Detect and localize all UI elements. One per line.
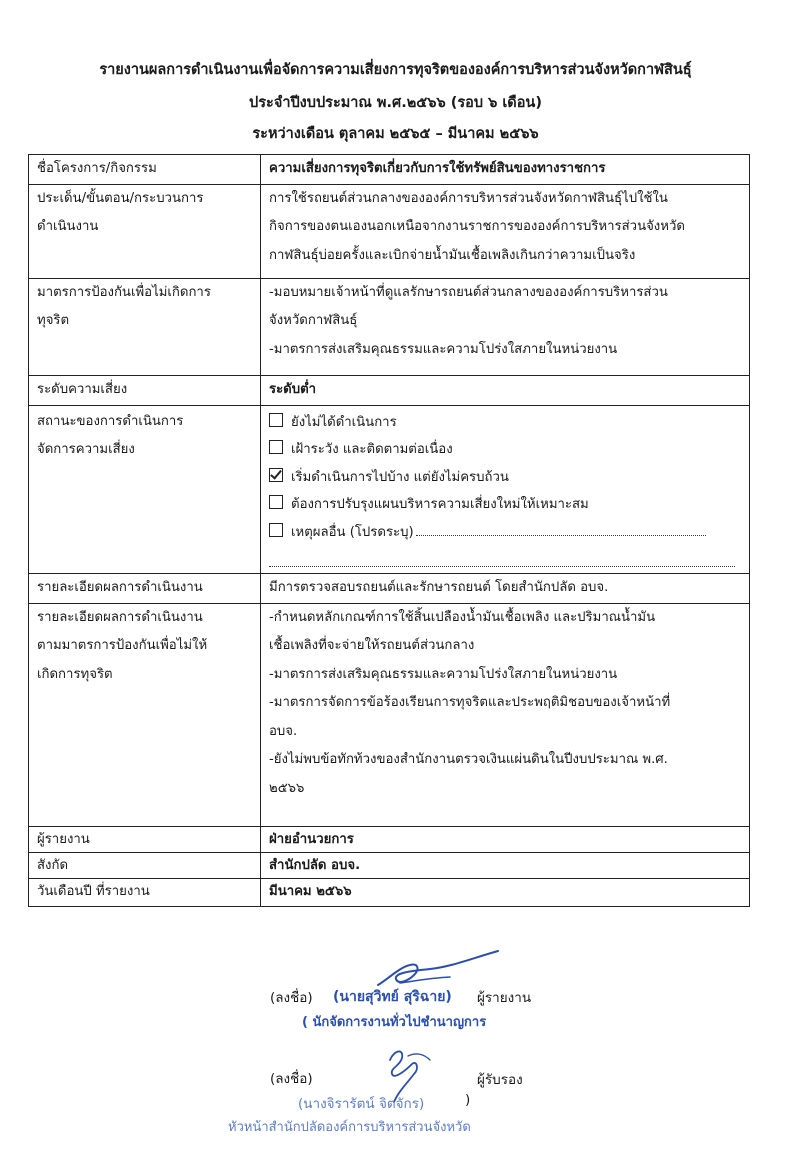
status-label-line: จัดการความเสี่ยง (37, 442, 135, 457)
approver-sign-label: (ลงชื่อ) (270, 1071, 313, 1087)
reporter-position: ( นักจัดการงานทั่วไปชำนาญการ (302, 1015, 487, 1030)
row-risk-level (29, 375, 750, 405)
process-value-line: กิจการของตนเองนอกเหนือจากงานราชการขององค์การบริหารส่วนจังหวัด (269, 219, 685, 234)
affiliation-value: สำนักปลัด อบจ. (261, 852, 750, 878)
row-affiliation (29, 852, 750, 878)
affiliation-label: สังกัด (29, 852, 261, 878)
approver-close-paren: ) (465, 1092, 471, 1108)
row-status (29, 405, 750, 573)
measure-result-line: -มาตรการส่งเสริมคุณธรรมและความโปร่งใสภายในหน่วยงาน (269, 666, 618, 682)
status-label (29, 405, 261, 573)
row-process (29, 184, 750, 278)
prevention-value (261, 278, 750, 375)
report-subtitle-period: ระหว่างเดือน ตุลาคม ๒๕๖๕ – มีนาคม ๒๕๖๖ (252, 126, 539, 142)
approver-name: (นางจิรารัตน์ จิตจักร) (298, 1096, 425, 1112)
status-label-line: สถานะของการดำเนินการ (37, 413, 184, 429)
project-value: ความเสี่ยงการทุจริตเกี่ยวกับการใช้ทรัพย์สินของทางราชการ (261, 155, 750, 185)
measure-result-label-line: เกิดการทุจริต (37, 666, 113, 682)
measure-result-value (261, 603, 750, 826)
measure-result-label-line: รายละเอียดผลการดำเนินงาน (37, 609, 203, 625)
status-option[interactable] (269, 409, 749, 437)
row-reporter (29, 826, 750, 852)
row-result-detail (29, 573, 750, 603)
reporter-sign-label: (ลงชื่อ) (270, 990, 313, 1006)
process-value-line: กาฬสินธุ์บ่อยครั้งและเบิกจ่ายน้ำมันเชื้อเพลิงเกินกว่าความเป็นจริง (269, 247, 636, 263)
measure-result-line: ๒๕๖๖ (269, 780, 305, 796)
row-report-date (29, 878, 750, 906)
result-detail-label: รายละเอียดผลการดำเนินงาน (29, 573, 261, 603)
prevention-value-line: -มาตรการส่งเสริมคุณธรรมและความโปร่งใสภายในหน่วยงาน (269, 341, 618, 357)
row-prevention (29, 278, 750, 375)
prevention-value-line: จังหวัดกาฬสินธุ์ (269, 313, 358, 328)
checkbox[interactable] (269, 523, 283, 537)
checkbox-checked[interactable] (269, 468, 283, 482)
report-date-value: มีนาคม ๒๕๖๖ (261, 878, 750, 906)
project-label: ชื่อโครงการ/กิจกรรม (29, 155, 261, 185)
result-detail-value: มีการตรวจสอบรถยนต์และรักษารถยนต์ โดยสำนักปลัด อบจ. (261, 573, 750, 603)
reporter-label: ผู้รายงาน (29, 826, 261, 852)
prevention-label-line: มาตรการป้องกันเพื่อไม่เกิดการ (37, 284, 211, 300)
prevention-label-line: ทุจริต (37, 313, 70, 328)
status-option[interactable] (269, 519, 749, 547)
prevention-label (29, 278, 261, 375)
reporter-value: ฝ่ายอำนวยการ (261, 826, 750, 852)
other-reason-line (269, 546, 735, 567)
risk-level-value: ระดับต่ำ (261, 375, 750, 405)
status-option[interactable] (269, 491, 749, 519)
process-label-line: ประเด็น/ขั้นตอน/กระบวนการ (37, 190, 204, 206)
process-label (29, 184, 261, 278)
status-option[interactable] (269, 464, 749, 492)
measure-result-label-line: ตามมาตรการป้องกันเพื่อไม่ให้ (37, 638, 208, 653)
process-label-line: ดำเนินงาน (37, 219, 99, 234)
measure-result-label (29, 603, 261, 826)
process-value (261, 184, 750, 278)
report-title: รายงานผลการดำเนินงานเพื่อจัดการความเสี่ยงการทุจริตขององค์การบริหารส่วนจังหวัดกาฬสินธุ์ (99, 62, 692, 78)
status-options (261, 405, 750, 573)
prevention-value-line: -มอบหมายเจ้าหน้าที่ดูแลรักษารถยนต์ส่วนกลางขององค์การบริหารส่วน (269, 284, 668, 300)
measure-result-line: -ยังไม่พบข้อทักท้วงของสำนักงานตรวจเงินแผ่นดินในปีงบประมาณ พ.ศ. (269, 752, 668, 767)
report-subtitle-fiscal-year: ประจำปีงบประมาณ พ.ศ.๒๕๖๖ (รอบ ๖ เดือน) (249, 95, 542, 111)
other-reason-dots (416, 519, 706, 536)
approver-role: ผู้รับรอง (477, 1072, 523, 1088)
status-option[interactable] (269, 436, 749, 464)
report-table (28, 154, 750, 907)
status-option-label: ต้องการปรับรุงแผนบริหารความเสี่ยงใหม่ให้เหมาะสม (291, 497, 589, 512)
risk-level-label: ระดับความเสี่ยง (29, 375, 261, 405)
report-date-label: วันเดือนปี ที่รายงาน (29, 878, 261, 906)
checkbox[interactable] (269, 440, 283, 454)
approver-position: หัวหน้าสำนักปลัดองค์การบริหารส่วนจังหวัด (228, 1120, 471, 1135)
reporter-role: ผู้รายงาน (477, 990, 532, 1006)
measure-result-line: อบจ. (269, 723, 298, 739)
checkbox[interactable] (269, 495, 283, 509)
measure-result-line: -มาตรการจัดการข้อร้องเรียนการทุจริตและประพฤติมิชอบของเจ้าหน้าที่ (269, 695, 671, 710)
process-value-line: การใช้รถยนต์ส่วนกลางขององค์การบริหารส่วนจังหวัดกาฬสินธุ์ไปใช้ใน (269, 190, 668, 206)
status-option-label: เริ่มดำเนินการไปบ้าง แต่ยังไม่ครบถ้วน (291, 469, 509, 485)
measure-result-line: -กำหนดหลักเกณฑ์การใช้สิ้นเปลืองน้ำมันเชื้อเพลิง และปริมาณน้ำมัน (269, 609, 656, 625)
row-project (29, 155, 750, 185)
measure-result-line: เชื้อเพลิงที่จะจ่ายให้รถยนต์ส่วนกลาง (269, 638, 475, 653)
status-option-label: ยังไม่ได้ดำเนินการ (291, 414, 397, 430)
checkbox[interactable] (269, 413, 283, 427)
status-option-label: เฝ้าระวัง และติดตามต่อเนื่อง (291, 442, 453, 457)
status-option-label: เหตุผลอื่น (โปรดระบุ) (291, 524, 414, 540)
reporter-name: (นายสุวิทย์ สุริฉาย) (333, 989, 452, 1005)
row-measure-result (29, 603, 750, 826)
